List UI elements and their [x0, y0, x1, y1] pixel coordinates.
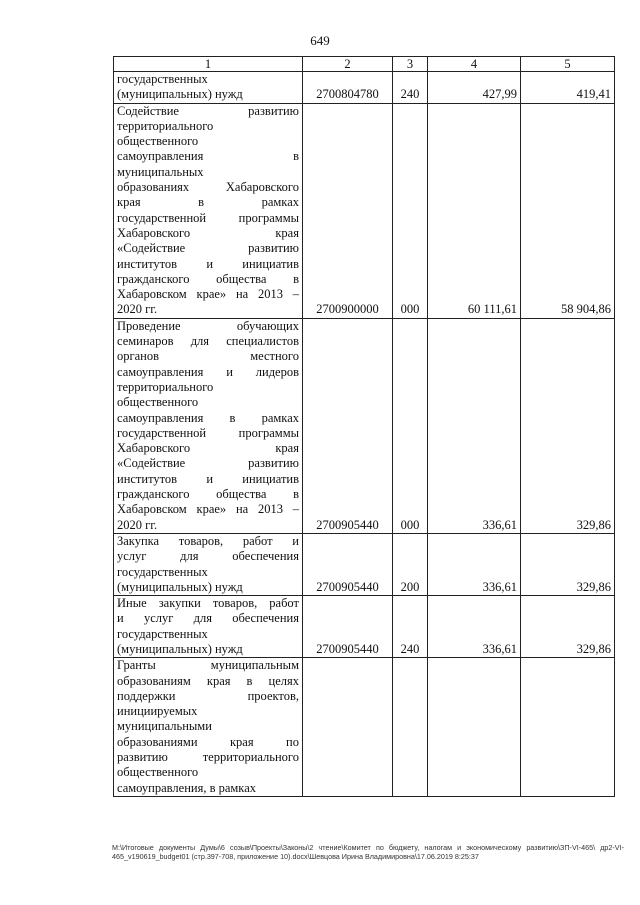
- item-name-line: государственных: [117, 72, 208, 86]
- expense-type-cell: 000: [393, 103, 428, 318]
- column-header: 2: [303, 57, 393, 72]
- item-name-line: образованиях Хабаровского: [117, 180, 299, 195]
- item-name-line: общественного: [117, 134, 199, 149]
- item-name-line: «Содействие развитию: [117, 241, 299, 256]
- item-name-line: государственных: [117, 626, 208, 641]
- item-name-line: 2020 гг.: [117, 517, 158, 532]
- table-row: [114, 318, 615, 533]
- table-row: [114, 533, 615, 595]
- expense-type-cell: [393, 658, 428, 797]
- item-name-line: гражданского общества в: [117, 487, 299, 502]
- item-name-line: общественного: [117, 395, 199, 410]
- item-name-line: семинаров для специалистов: [117, 334, 299, 349]
- amount-cell: 419,41: [521, 72, 615, 104]
- item-name-line: Хабаровском крае» на 2013 –: [117, 287, 299, 302]
- amount-cell: 427,99: [428, 72, 521, 104]
- item-name-line: образованиями края по: [117, 734, 299, 749]
- item-name-line: и услуг для обеспечения: [117, 611, 299, 626]
- item-name-line: Хабаровском крае» на 2013 –: [117, 502, 299, 517]
- page-number: 649: [310, 33, 330, 48]
- column-header: 5: [521, 57, 615, 72]
- item-name-line: Проведение обучающих: [117, 318, 299, 333]
- item-name-line: гражданского общества в: [117, 271, 299, 286]
- item-name-line: самоуправления в рамках: [117, 410, 299, 425]
- target-code-cell: 2700905440: [303, 318, 393, 533]
- item-name-line: развитию территориального: [117, 750, 299, 765]
- item-name-line: Хабаровского края: [117, 225, 299, 240]
- target-code-cell: 2700900000: [303, 103, 393, 318]
- item-name-line: услуг для обеспечения: [117, 549, 299, 564]
- item-name-line: Гранты муниципальным: [117, 658, 299, 673]
- item-name-line: территориального: [117, 118, 214, 133]
- target-code-cell: [303, 658, 393, 797]
- table-row: [114, 72, 615, 104]
- item-name-line: (муниципальных) нужд: [117, 87, 243, 102]
- item-name-line: Хабаровского края: [117, 441, 299, 456]
- item-name-line: края в рамках: [117, 195, 299, 210]
- target-code-cell: 2700905440: [303, 596, 393, 658]
- document-path-footer: М:\Итоговые документы Думы\6 созыв\Проекты\Законы\2 чтение\Комитет по бюджету, налогам и экономическому развитию\ЗП-VI-465\ др2-VI-465_v190619_budget01 (стр.397-708, приложение 10).docx\Шевцова Ирина Владимировна\17.06.2019 8:25:37: [112, 843, 624, 861]
- item-name-line: общественного: [117, 765, 199, 780]
- item-name-line: государственной программы: [117, 210, 299, 225]
- expense-type-cell: 240: [393, 596, 428, 658]
- amount-cell: 60 111,61: [428, 103, 521, 318]
- item-name-line: территориального: [117, 379, 214, 394]
- item-name-cell: [114, 596, 303, 658]
- item-name-cell: [114, 318, 303, 533]
- item-name-cell: [114, 658, 303, 797]
- item-name-line: образованиям края в целях: [117, 673, 299, 688]
- target-code-cell: 2700804780: [303, 72, 393, 104]
- budget-table: [113, 56, 615, 797]
- item-name-line: Иные закупки товаров, работ: [117, 596, 299, 611]
- item-name-line: поддержки проектов,: [117, 688, 299, 703]
- column-header: 1: [114, 57, 303, 72]
- item-name-line: органов местного: [117, 349, 299, 364]
- item-name-line: (муниципальных) нужд: [117, 641, 243, 656]
- expense-type-cell: 200: [393, 533, 428, 595]
- item-name-line: самоуправления, в рамках: [117, 780, 256, 795]
- target-code-cell: 2700905440: [303, 533, 393, 595]
- amount-cell: 58 904,86: [521, 103, 615, 318]
- amount-cell: [521, 658, 615, 797]
- item-name-line: институтов и инициатив: [117, 256, 299, 271]
- item-name-line: самоуправления в: [117, 149, 299, 164]
- item-name-line: инициируемых: [117, 704, 198, 719]
- item-name-line: государственной программы: [117, 425, 299, 440]
- expense-type-cell: 000: [393, 318, 428, 533]
- item-name-line: Закупка товаров, работ и: [117, 533, 299, 548]
- table-row: [114, 596, 615, 658]
- item-name-line: государственных: [117, 564, 208, 579]
- column-header: 3: [393, 57, 428, 72]
- amount-cell: 329,86: [521, 596, 615, 658]
- item-name-line: 2020 гг.: [117, 302, 158, 317]
- item-name-cell: [114, 533, 303, 595]
- amount-cell: 329,86: [521, 318, 615, 533]
- table-row: [114, 103, 615, 318]
- item-name-line: институтов и инициатив: [117, 471, 299, 486]
- item-name-cell: [114, 72, 303, 104]
- item-name-line: (муниципальных) нужд: [117, 579, 243, 594]
- item-name-line: Содействие развитию: [117, 103, 299, 118]
- amount-cell: [428, 658, 521, 797]
- table-header-row: [114, 57, 615, 72]
- amount-cell: 336,61: [428, 533, 521, 595]
- item-name-line: самоуправления и лидеров: [117, 364, 299, 379]
- amount-cell: 336,61: [428, 596, 521, 658]
- expense-type-cell: 240: [393, 72, 428, 104]
- table-body: [114, 72, 615, 797]
- table-row: [114, 658, 615, 797]
- item-name-line: «Содействие развитию: [117, 456, 299, 471]
- item-name-line: муниципальными: [117, 719, 212, 734]
- amount-cell: 336,61: [428, 318, 521, 533]
- item-name-cell: [114, 103, 303, 318]
- item-name-line: муниципальных: [117, 164, 204, 179]
- column-header: 4: [428, 57, 521, 72]
- amount-cell: 329,86: [521, 533, 615, 595]
